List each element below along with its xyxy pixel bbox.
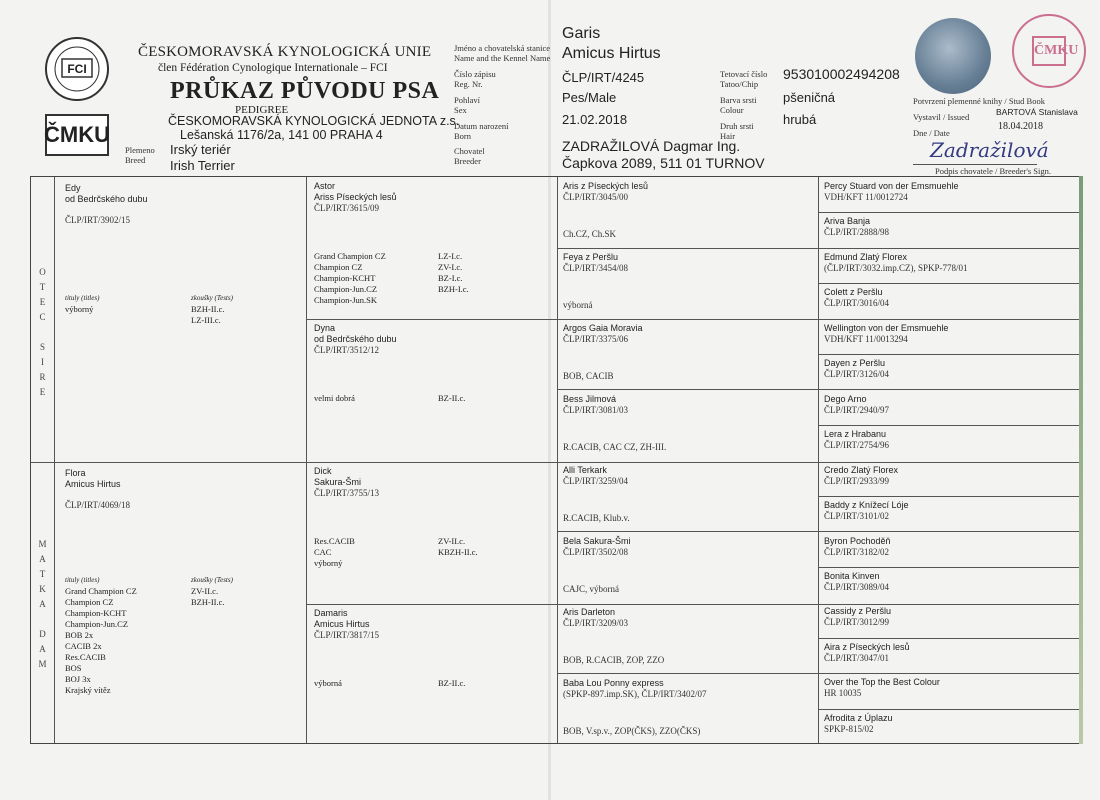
title-entry: Champion-Jun.CZ xyxy=(65,619,129,629)
great-grandparent-titles: Ch.CZ, Ch.SK xyxy=(563,229,617,239)
grandparent-kennel: od Bedrčského dubu xyxy=(314,334,397,344)
cmku-stamp: ČMKU xyxy=(1012,14,1086,88)
test-entry: LZ-I.c. xyxy=(438,250,463,261)
row-divider xyxy=(818,496,1079,497)
sex-label: Pohlaví Sex xyxy=(454,95,480,115)
sire-kennel: od Bedrčského dubu xyxy=(65,194,148,204)
dam-reg: ČLP/IRT/4069/18 xyxy=(65,500,130,510)
grandparent-awards xyxy=(314,251,549,306)
test-entry: ZV-II.c. xyxy=(438,535,466,546)
hologram-seal xyxy=(915,18,991,94)
grandparent-name: Dyna xyxy=(314,323,336,333)
great-grandparent-titles: BOB, V.sp.v., ZOP(ČKS), ZZO(ČKS) xyxy=(563,726,701,736)
great-grandparent-cell xyxy=(563,607,813,630)
club-address: Lešanská 1176/2a, 141 00 PRAHA 4 xyxy=(180,128,383,142)
issued-by: BARTOVÁ Stanislava xyxy=(996,107,1078,117)
sire-tests: zkoušky (Tests) BZH-II.c. LZ-III.c. xyxy=(191,294,233,325)
great-grandparent-reg: ČLP/IRT/3375/06 xyxy=(563,334,628,344)
great-great-grandparent-cell xyxy=(824,216,1074,239)
great-great-grandparent-name: Baddy z Knížecí Lóje xyxy=(824,500,909,511)
great-grandparent-titles: BOB, R.CACIB, ZOP, ZZO xyxy=(563,655,665,665)
org-fci-member: člen Fédération Cynologique Internationale – FCI xyxy=(158,62,388,74)
great-great-grandparent-name: Percy Stuard von der Emsmuehle xyxy=(824,181,959,191)
great-great-grandparent-cell xyxy=(824,181,1074,204)
great-grandparent-cell xyxy=(563,465,813,488)
grandparent-reg: ČLP/IRT/3615/09 xyxy=(314,203,379,213)
great-great-grandparent-name: Byron Pochoděň xyxy=(824,535,891,546)
great-grandparent-titles: R.CACIB, Klub.v. xyxy=(563,513,630,523)
great-grandparent-cell xyxy=(563,536,813,559)
great-great-grandparent-reg: HR 10035 xyxy=(824,688,862,699)
breed-label: Plemeno Breed xyxy=(125,145,155,165)
fcicmku-logo xyxy=(40,35,115,160)
test-entry: KBZH-II.c. xyxy=(438,546,478,557)
great-great-grandparent-name: Aira z Píseckých lesů xyxy=(824,641,910,652)
hair-label: Druh srsti Hair xyxy=(720,121,754,141)
test-entry: BZH-I.c. xyxy=(438,283,469,294)
row-divider xyxy=(818,425,1079,426)
test-entry: ZV-II.c. xyxy=(191,586,219,596)
great-grandparent-cell xyxy=(563,394,813,417)
great-grandparent-titles: R.CACIB, CAC CZ, ZH-III. xyxy=(563,442,667,452)
dog-born: 21.02.2018 xyxy=(562,112,628,127)
dog-color: pšeničná xyxy=(783,90,836,105)
pedigree-table xyxy=(30,176,1080,744)
great-grandparent-reg: ČLP/IRT/3081/03 xyxy=(563,405,628,415)
grandparent-awards xyxy=(314,678,549,689)
logo-text: FCI xyxy=(67,62,87,76)
title-entry: Krajský vítěz xyxy=(65,685,111,695)
great-great-grandparent-name: Dayen z Peršlu xyxy=(824,358,886,369)
great-great-grandparent-reg: ČLP/IRT/3089/04 xyxy=(824,581,889,592)
great-great-grandparent-reg: ČLP/IRT/3016/04 xyxy=(824,298,889,309)
studbook-label: Potvrzení plemenné knihy / Stud Book xyxy=(913,96,1045,106)
great-great-grandparent-reg: VDH/KFT 11/0012724 xyxy=(824,192,908,202)
great-great-grandparent-cell xyxy=(824,713,1074,736)
great-grandparent-name: Baba Lou Ponny express xyxy=(563,678,664,688)
issued-label: Vystavil / Issued xyxy=(913,112,970,122)
side-letter: D xyxy=(39,629,46,639)
color-label: Barva srsti Colour xyxy=(720,95,757,115)
side-letter: E xyxy=(39,387,46,397)
title-entry: Grand Champion CZ xyxy=(314,250,386,261)
great-great-grandparent-cell xyxy=(824,642,1074,665)
sire-titles: tituly (titles) výborný xyxy=(65,294,100,314)
grandparent-cell xyxy=(314,466,549,569)
title-entry: BOB 2x xyxy=(65,630,94,640)
great-great-grandparent-reg: ČLP/IRT/3047/01 xyxy=(824,652,889,663)
great-grandparent-name: Bela Sakura-Šmi xyxy=(563,536,631,546)
great-great-grandparent-reg: ČLP/IRT/3101/02 xyxy=(824,511,889,522)
edge-stripe xyxy=(1079,176,1083,744)
great-grandparent-name: Argos Gaia Moravia xyxy=(563,323,643,333)
side-letter: E xyxy=(39,297,46,307)
side-letter: I xyxy=(41,357,44,367)
side-letter: A xyxy=(39,554,46,564)
side-letter: T xyxy=(39,569,46,579)
side-letter: S xyxy=(39,342,45,352)
grandparent-tests xyxy=(438,678,465,689)
great-grandparent-name: Aris Darleton xyxy=(563,607,616,617)
great-great-grandparent-reg: ČLP/IRT/3126/04 xyxy=(824,369,889,380)
great-grandparent-reg: ČLP/IRT/3045/00 xyxy=(563,192,628,202)
great-grandparent-name: Alli Terkark xyxy=(563,465,607,475)
great-grandparent-reg: (SPKP-897.imp.SK), ČLP/IRT/3402/07 xyxy=(563,689,707,699)
dam-name: Flora xyxy=(65,468,86,478)
name-label: Jméno a chovatelská stanice Name and the Kennel Name xyxy=(454,43,551,63)
signature-line xyxy=(913,164,1037,165)
great-grandparent-reg: ČLP/IRT/3502/08 xyxy=(563,547,628,557)
side-letter: O xyxy=(39,267,46,277)
title-entry: CAC xyxy=(314,546,332,557)
test-entry: BZ-I.c. xyxy=(438,272,463,283)
grandparent-kennel: Ariss Píseckých lesů xyxy=(314,192,397,202)
side-letter: T xyxy=(39,282,46,292)
great-great-grandparent-name: Colett z Peršlu xyxy=(824,287,883,298)
dog-chip: 953010002494208 xyxy=(783,66,900,82)
great-great-grandparent-cell xyxy=(824,465,1074,488)
dam-kennel: Amicus Hirtus xyxy=(65,479,121,489)
grandparent-name: Damaris xyxy=(314,608,348,618)
dam-tests: zkoušky (Tests) ZV-II.c. BZH-II.c. xyxy=(191,576,233,607)
title-entry: Grand Champion CZ xyxy=(65,586,137,596)
org-name: ČESKOMORAVSKÁ KYNOLOGICKÁ UNIE xyxy=(138,44,432,60)
great-great-grandparent-reg: (ČLP/IRT/3032.imp.CZ), SPKP-778/01 xyxy=(824,262,968,273)
grandparent-awards xyxy=(314,393,549,404)
title-entry: Res.CACIB xyxy=(314,535,355,546)
great-great-grandparent-name: Cassidy z Peršlu xyxy=(824,606,892,617)
great-great-grandparent-name: Dego Arno xyxy=(824,393,867,404)
side-letter: A xyxy=(39,599,46,609)
row-divider xyxy=(818,709,1079,710)
great-great-grandparent-cell xyxy=(824,606,1074,629)
sire-name: Edy xyxy=(65,183,81,193)
test-entry: BZ-II.c. xyxy=(438,677,466,688)
dam-cell xyxy=(65,468,130,512)
side-letter xyxy=(31,612,54,627)
great-grandparent-reg: ČLP/IRT/3259/04 xyxy=(563,476,628,486)
side-letter: R xyxy=(39,372,46,382)
grandparent-reg: ČLP/IRT/3755/13 xyxy=(314,488,379,498)
side-letter: A xyxy=(39,644,46,654)
great-great-grandparent-cell xyxy=(824,323,1074,346)
row-divider xyxy=(818,567,1079,568)
great-great-grandparent-name: Over the Top the Best Colour xyxy=(824,677,940,688)
great-great-grandparent-reg: VDH/KFT 11/0013294 xyxy=(824,333,908,344)
sign-label: Podpis chovatele / Breeder's Sign. xyxy=(935,166,1052,176)
side-letter: K xyxy=(39,584,46,594)
great-great-grandparent-name: Ariva Banja xyxy=(824,216,871,227)
side-letter: M xyxy=(38,539,47,549)
great-great-grandparent-cell xyxy=(824,571,1074,594)
grandparent-awards xyxy=(314,536,549,569)
title-entry: výborná xyxy=(314,677,342,688)
great-great-grandparent-cell xyxy=(824,429,1074,452)
great-grandparent-name: Feya z Peršlu xyxy=(563,252,619,262)
dog-sex: Pes/Male xyxy=(562,90,617,105)
great-great-grandparent-name: Edmund Zlatý Florex xyxy=(824,251,908,262)
document-title: PRŮKAZ PŮVODU PSA xyxy=(170,78,440,104)
row-divider xyxy=(818,283,1079,284)
row-divider xyxy=(818,212,1079,213)
great-grandparent-reg: ČLP/IRT/3454/08 xyxy=(563,263,628,273)
great-great-grandparent-cell xyxy=(824,358,1074,381)
title-entry: Res.CACIB xyxy=(65,652,106,662)
great-grandparent-cell xyxy=(563,678,813,701)
great-great-grandparent-cell xyxy=(824,252,1074,275)
grandparent-titles xyxy=(314,393,438,404)
grandparent-name: Dick xyxy=(314,466,332,476)
title-entry: BOS xyxy=(65,663,82,673)
row-divider xyxy=(818,638,1079,639)
dog-name: Garis Amicus Hirtus xyxy=(562,25,661,62)
issue-date: 18.04.2018 xyxy=(998,121,1043,132)
breed-en: Irish Terrier xyxy=(170,158,235,173)
great-great-grandparent-reg: ČLP/IRT/2754/96 xyxy=(824,440,889,451)
tattoo-label: Tetovací číslo Tatoo/Chip xyxy=(720,69,768,89)
club-name: ČESKOMORAVSKÁ KYNOLOGICKÁ JEDNOTA z.s. xyxy=(168,114,460,128)
great-great-grandparent-reg: ČLP/IRT/2940/97 xyxy=(824,404,889,415)
great-grandparent-cell xyxy=(563,181,813,204)
title-entry: Champion CZ xyxy=(314,261,363,272)
grandparent-reg: ČLP/IRT/3512/12 xyxy=(314,345,379,355)
title-entry: BOJ 3x xyxy=(65,674,91,684)
test-entry: BZH-II.c. xyxy=(191,597,225,607)
sire-cell xyxy=(65,183,148,227)
great-great-grandparent-cell xyxy=(824,287,1074,310)
title-entry: výborný xyxy=(65,304,94,314)
great-grandparent-name: Aris z Píseckých lesů xyxy=(563,181,649,191)
great-great-grandparent-reg: ČLP/IRT/3012/99 xyxy=(824,617,889,628)
great-great-grandparent-reg: SPKP-815/02 xyxy=(824,723,874,734)
title-entry: Champion-Jun.SK xyxy=(314,294,378,305)
great-great-grandparent-cell xyxy=(824,500,1074,523)
great-great-grandparent-reg: ČLP/IRT/2888/98 xyxy=(824,227,889,238)
great-grandparent-cell xyxy=(563,252,813,275)
great-great-grandparent-reg: ČLP/IRT/3182/02 xyxy=(824,546,889,557)
great-great-grandparent-cell xyxy=(824,536,1074,559)
grandparent-tests xyxy=(438,251,469,306)
great-great-grandparent-cell xyxy=(824,677,1074,700)
test-entry: LZ-III.c. xyxy=(191,315,221,325)
great-grandparent-titles: BOB, CACIB xyxy=(563,371,614,381)
grandparent-cell xyxy=(314,323,549,404)
grandparent-titles xyxy=(314,678,438,689)
dog-breeder: ZADRAŽILOVÁ Dagmar Ing. Čapkova 2089, 511 01 TURNOV xyxy=(562,138,765,171)
breeder-signature: Zadražilová xyxy=(930,138,1049,162)
test-entry: BZ-II.c. xyxy=(438,392,466,403)
dam-side-label xyxy=(31,537,54,672)
side-letter xyxy=(31,325,54,340)
great-grandparent-titles: CAJC, výborná xyxy=(563,584,619,594)
dam-titles: tituly (titles) Grand Champion CZ Champion CZ Champion-KCHT Champion-Jun.CZ BOB 2x CACIB 2x Res.CACIB BOS BOJ 3x Krajský vítěz xyxy=(65,576,137,695)
grandparent-name: Astor xyxy=(314,181,336,191)
document-subtitle: PEDIGREE xyxy=(235,104,289,116)
title-entry: Champion-KCHT xyxy=(65,608,127,618)
great-grandparent-name: Bess Jilmová xyxy=(563,394,617,404)
great-great-grandparent-name: Lera z Hrabanu xyxy=(824,429,887,440)
svg-text:ČMKU: ČMKU xyxy=(44,122,110,147)
great-grandparent-reg: ČLP/IRT/3209/03 xyxy=(563,618,628,628)
grandparent-kennel: Amicus Hirtus xyxy=(314,619,370,629)
grandparent-tests xyxy=(438,393,465,404)
grandparent-cell xyxy=(314,181,549,306)
grandparent-titles xyxy=(314,536,438,569)
row-divider xyxy=(818,354,1079,355)
sire-side-label xyxy=(31,265,54,400)
title-entry: CACIB 2x xyxy=(65,641,102,651)
reg-label: Číslo zápisu Reg. Nr. xyxy=(454,69,496,89)
title-entry: Champion-Jun.CZ xyxy=(314,283,378,294)
title-entry: Champion CZ xyxy=(65,597,114,607)
grandparent-titles xyxy=(314,251,438,306)
great-great-grandparent-cell xyxy=(824,394,1074,417)
breeder-label: Chovatel Breeder xyxy=(454,146,485,166)
great-great-grandparent-name: Bonita Kinven xyxy=(824,570,880,581)
title-entry: Champion-KCHT xyxy=(314,272,376,283)
title-entry: velmi dobrá xyxy=(314,392,355,403)
dog-hair: hrubá xyxy=(783,112,817,127)
born-label: Datum narození Born xyxy=(454,121,509,141)
grandparent-kennel: Sakura-Šmi xyxy=(314,477,362,487)
great-grandparent-cell xyxy=(563,323,813,346)
great-great-grandparent-name: Wellington von der Emsmuehle xyxy=(824,322,949,333)
test-entry: ZV-I.c. xyxy=(438,261,463,272)
grandparent-cell xyxy=(314,608,549,689)
dog-reg: ČLP/IRT/4245 xyxy=(562,70,645,85)
side-letter: M xyxy=(38,659,47,669)
grandparent-reg: ČLP/IRT/3817/15 xyxy=(314,630,379,640)
grandparent-tests xyxy=(438,536,478,569)
great-great-grandparent-name: Credo Zlatý Florex xyxy=(824,464,899,475)
date-label: Dne / Date xyxy=(913,128,950,138)
great-great-grandparent-reg: ČLP/IRT/2933/99 xyxy=(824,475,889,486)
great-grandparent-titles: výborná xyxy=(563,300,593,310)
breed-cz: Irský teriér xyxy=(170,142,231,157)
sire-reg: ČLP/IRT/3902/15 xyxy=(65,215,130,225)
title-entry: výborný xyxy=(314,557,343,568)
side-letter: C xyxy=(39,312,46,322)
test-entry: BZH-II.c. xyxy=(191,304,225,314)
great-great-grandparent-name: Afrodita z Úplazu xyxy=(824,712,893,723)
